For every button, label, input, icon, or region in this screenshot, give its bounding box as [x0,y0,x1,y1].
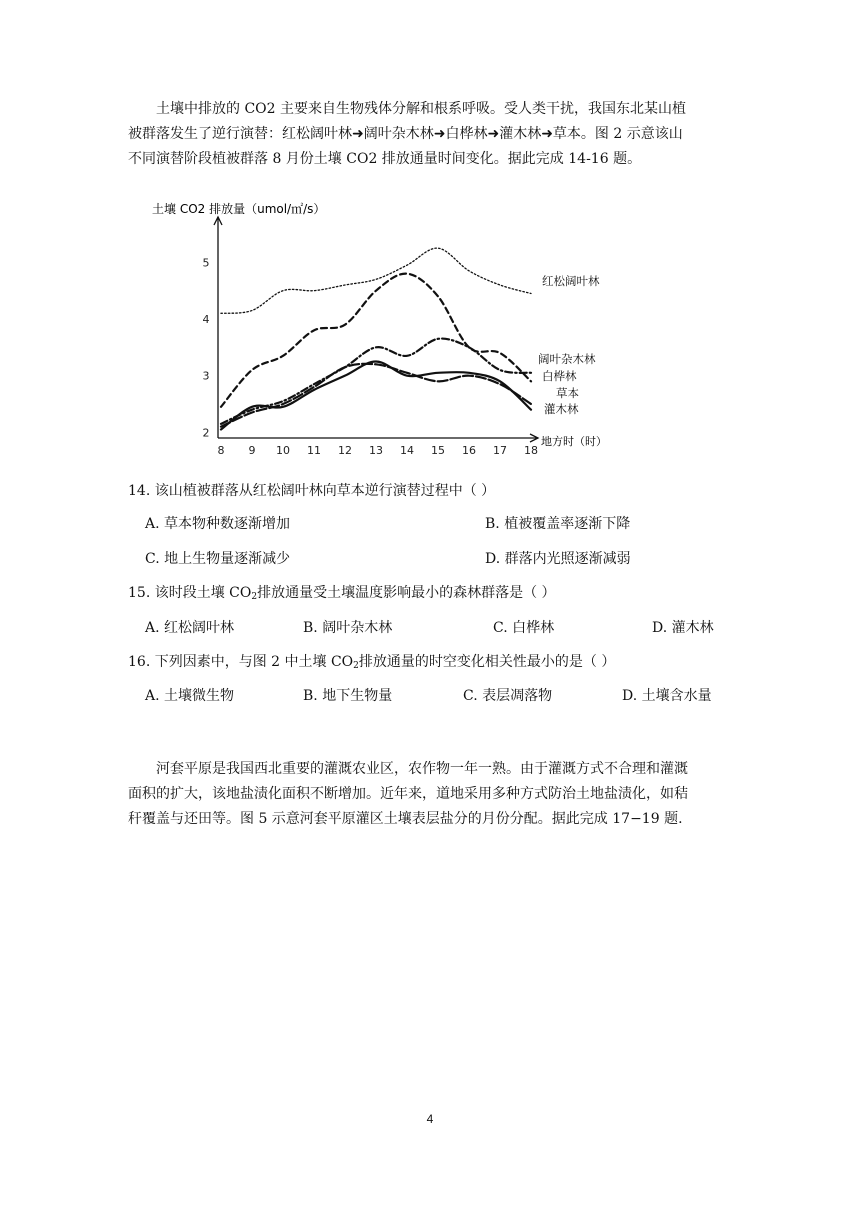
question-16-stem [128,652,615,676]
question-14-stem: 14. 该山植被群落从红松阔叶林向草本逆行演替过程中（ ） [128,483,496,499]
chart-axes [214,217,538,442]
chart-x-axis-label: 地方时（时） [541,435,607,448]
intro1-line-2: 被群落发生了逆行演替：红松阔叶林➜阔叶杂木林➜白桦林➜灌木林➜草本。图 2 示意该山 [128,126,683,142]
q15-stem-part-2: 排放通量受土壤温度影响最小的森林群落是（ ） [257,585,556,601]
q16-stem-part-1: 16. 下列因素中，与图 2 中土壤 CO [128,654,354,670]
q15-option-d: D. 灌木林 [652,620,714,636]
x-tick-label: 11 [307,444,321,457]
question-15-stem [128,583,556,607]
intro-paragraph-1 [128,97,734,172]
q15-stem-part-1: 15. 该时段土壤 CO [128,585,252,601]
q16-stem-part-2: 排放通量的时空变化相关性最小的是（ ） [358,654,616,670]
x-tick-label: 9 [248,444,256,457]
x-tick-label: 8 [217,444,225,457]
q15-option-b: B. 阔叶杂木林 [303,620,393,636]
q16-option-c: C. 表层凋落物 [463,688,553,704]
q16-stem-subscript: 2 [353,661,359,671]
series-line-3 [221,274,531,407]
intro-paragraph-2 [128,757,734,832]
q16-option-b: B. 地下生物量 [303,688,393,704]
series-line-4 [221,364,531,427]
chart-series-labels [538,274,600,416]
intro1-line-1: 土壤中排放的 CO2 主要来自生物残体分解和根系呼吸。受人类干扰，我国东北某山植 [156,101,686,117]
y-tick-label: 2 [202,426,210,440]
q14-option-d: D. 群落内光照逐渐减弱 [485,551,631,567]
chart-series [221,248,531,429]
q14-option-a: A. 草本物种数逐渐增加 [145,516,291,532]
q16-option-d: D. 土壤含水量 [622,688,712,704]
intro2-line-3: 秆覆盖与还田等。图 5 示意河套平原灌区土壤表层盐分的月份分配。据此完成 17−19 题. [128,811,683,827]
series-label-2: 阔叶杂木林 [538,352,596,366]
intro2-line-2: 面积的扩大，该地盐渍化面积不断增加。近年来，道地采用多种方式防治土地盐渍化，如秸 [128,786,688,802]
series-label-3: 白桦林 [542,369,577,383]
x-tick-label: 14 [400,444,414,457]
page-number: 4 [426,1112,434,1126]
intro1-line-3: 不同演替阶段植被群落 8 月份土壤 CO2 排放通量时间变化。据此完成 14-16 题。 [128,151,642,167]
x-tick-label: 18 [524,444,538,457]
q16-option-a: A. 土壤微生物 [145,688,235,704]
q15-option-a: A. 红松阔叶林 [145,620,235,636]
series-label-5: 灌木林 [544,402,579,416]
series-line-5 [221,362,531,430]
x-tick-label: 17 [493,444,507,457]
intro2-line-1: 河套平原是我国西北重要的灌溉农业区，农作物一年一熟。由于灌溉方式不合理和灌溉 [156,761,688,777]
x-tick-label: 12 [338,444,352,457]
chart-ticks [203,256,539,457]
x-tick-label: 10 [276,444,290,457]
y-tick-label: 5 [202,256,210,270]
q14-option-c: C. 地上生物量逐渐减少 [145,551,291,567]
series-label-4: 草本 [556,386,579,400]
y-tick-label: 3 [202,369,210,383]
q15-option-c: C. 白桦林 [493,620,555,636]
y-tick-label: 4 [202,313,210,326]
series-label-1: 红松阔叶林 [542,274,600,288]
x-tick-label: 15 [431,444,445,457]
x-tick-label: 16 [462,444,476,457]
series-line-1 [221,248,531,313]
q15-stem-subscript: 2 [251,592,258,602]
co2-emission-chart [148,195,648,457]
q14-option-b: B. 植被覆盖率逐渐下降 [485,516,631,532]
chart-y-axis-label: 土壤 CO2 排放量（umol/㎡/s） [152,202,326,216]
x-tick-label: 13 [369,444,383,457]
